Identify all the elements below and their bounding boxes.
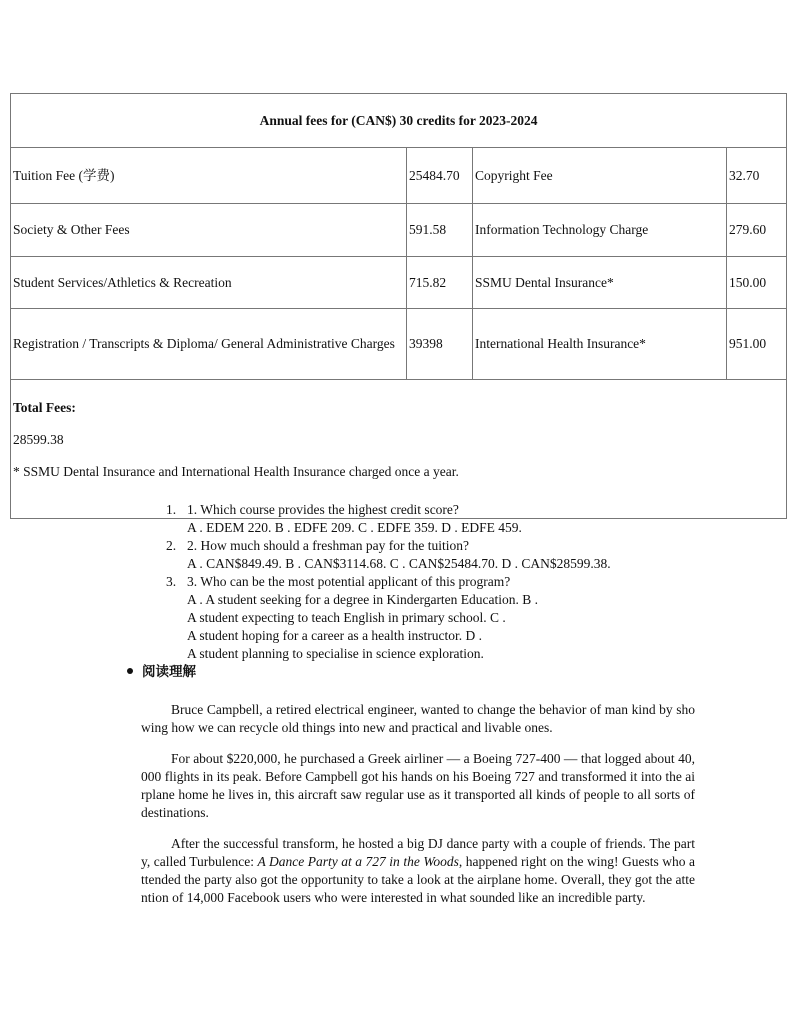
question-options: A . CAN$849.49. B . CAN$3114.68. C . CAN$25484.70. D . CAN$28599.38. (187, 556, 611, 571)
fee-label: Tuition Fee (学费) (11, 148, 407, 204)
fee-label: SSMU Dental Insurance* (473, 257, 727, 309)
question-options: A student planning to specialise in science exploration. (187, 646, 484, 661)
question-text: 2. How much should a freshman pay for the tuition? (187, 538, 469, 553)
question-item (166, 573, 706, 663)
total-label: Total Fees: (13, 400, 76, 415)
question-options: A student expecting to teach English in primary school. C . (187, 610, 506, 625)
passage-paragraph: Bruce Campbell, a retired electrical engineer, wanted to change the behavior of man kind by showing how we can recycle old things into new and practical and livable ones. (141, 702, 695, 735)
fee-value: 150.00 (727, 257, 787, 309)
question-number: 3. (166, 574, 177, 589)
table-row (11, 309, 787, 380)
question-number: 2. (166, 538, 177, 553)
bullet-icon (127, 668, 133, 674)
table-row (11, 148, 787, 204)
passage-paragraph: For about $220,000, he purchased a Greek airliner — a Boeing 727-400 — that logged about 40,000 flights in its peak. Before Campbell got his hands on his Boeing 727 and transformed it into the airplane home he lives in, this aircraft saw regular use as it transported all kinds of people to all sorts of destinations. (141, 751, 695, 820)
question-item (166, 501, 706, 537)
fee-label: International Health Insurance* (473, 309, 727, 380)
question-options: A . EDEM 220. B . EDFE 209. C . EDFE 359. D . EDFE 459. (187, 520, 522, 535)
section-heading (127, 663, 196, 681)
fee-value: 715.82 (407, 257, 473, 309)
question-options: A . A student seeking for a degree in Kindergarten Education. B . (187, 592, 539, 607)
question-text: 1. Which course provides the highest credit score? (187, 502, 459, 517)
fee-value: 591.58 (407, 204, 473, 257)
table-row (11, 257, 787, 309)
passage-text: , happened right on the wing! Guests who attended the party also got the opportunity to take a look at the airplane home. Overall, they got the attention of 14,000 Facebook users who were interested in what sounded like an incredible party. (141, 854, 696, 905)
fee-label: Student Services/Athletics & Recreation (11, 257, 407, 309)
fees-table (10, 93, 787, 519)
party-name: A Dance Party at a 727 in the Woods (257, 854, 459, 869)
question-text: 3. Who can be the most potential applicant of this program? (187, 574, 511, 589)
reading-passage (141, 701, 695, 920)
passage-paragraph (141, 835, 695, 907)
fee-label: Information Technology Charge (473, 204, 727, 257)
fee-value: 279.60 (727, 204, 787, 257)
question-item (166, 537, 706, 573)
question-list (166, 501, 706, 663)
total-value: 28599.38 (13, 432, 64, 447)
question-options: A student hoping for a career as a health instructor. D . (187, 628, 483, 643)
passage-text: After the successful transform, he hosted a big DJ dance party with a couple of friends. The party, called Turbulence: (141, 836, 695, 869)
fee-value: 25484.70 (407, 148, 473, 204)
fee-label: Society & Other Fees (11, 204, 407, 257)
fee-label: Copyright Fee (473, 148, 727, 204)
table-title: Annual fees for (CAN$) 30 credits for 2023-2024 (11, 94, 787, 148)
fee-label: Registration / Transcripts & Diploma/ General Administrative Charges (11, 309, 407, 380)
table-row (11, 204, 787, 257)
table-footnote: * SSMU Dental Insurance and International Health Insurance charged once a year. (13, 464, 459, 479)
total-cell (11, 380, 787, 519)
section-heading-text: 阅读理解 (142, 664, 196, 679)
fee-value: 39398 (407, 309, 473, 380)
fee-value: 951.00 (727, 309, 787, 380)
fee-value: 32.70 (727, 148, 787, 204)
question-number: 1. (166, 502, 177, 517)
